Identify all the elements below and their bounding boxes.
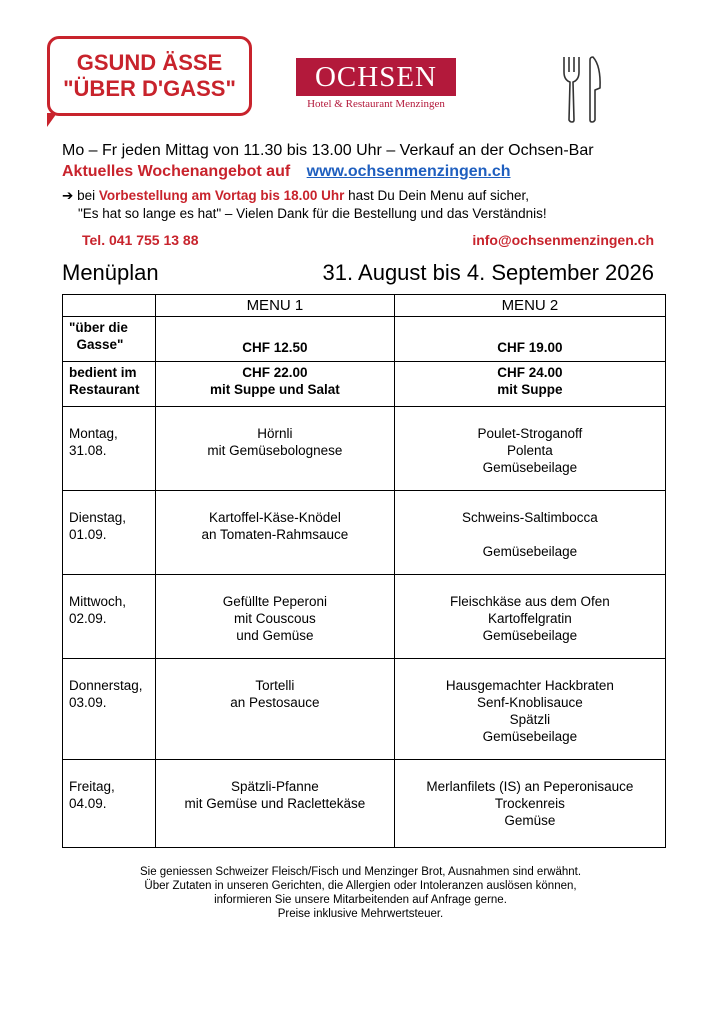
menu2-dish bbox=[394, 407, 665, 491]
price-note: mit Suppe und Salat bbox=[210, 382, 340, 397]
dish-line: Merlanfilets (IS) an Peperonisauce bbox=[426, 779, 634, 794]
dish-line: Schweins-Saltimbocca bbox=[462, 510, 598, 525]
footer-line: informieren Sie unsere Mitarbeitenden auf Anfrage gerne. bbox=[214, 894, 507, 906]
dish-line: Poulet-Stroganoff bbox=[477, 426, 583, 441]
dish-line: Senf-Knoblisauce bbox=[476, 695, 583, 710]
dish-line: Tortelli bbox=[255, 678, 295, 693]
footer-line: Preise inklusive Mehrwertsteuer. bbox=[277, 908, 444, 920]
dish-line: mit Gemüsebolognese bbox=[207, 443, 343, 458]
menu1-dish bbox=[156, 407, 395, 491]
price-text: CHF 24.00 bbox=[497, 365, 563, 380]
table-header-row bbox=[63, 295, 666, 317]
arrow-right-icon: ➔ bbox=[62, 188, 74, 203]
fork-knife-icon bbox=[560, 54, 604, 124]
dish-line: Gemüsebeilage bbox=[482, 460, 578, 475]
day-name: Freitag, bbox=[69, 779, 115, 794]
dish-line: Kartoffelgratin bbox=[488, 611, 572, 626]
dish-line: Gemüsebeilage bbox=[482, 628, 578, 643]
table-row bbox=[63, 407, 666, 491]
row-label bbox=[63, 362, 156, 407]
header-empty-cell bbox=[63, 295, 156, 317]
price-text: CHF 22.00 bbox=[242, 365, 308, 380]
price-text: CHF 12.50 bbox=[242, 340, 308, 355]
menu2-dish bbox=[394, 575, 665, 659]
day-name: Donnerstag, bbox=[69, 678, 143, 693]
day-cell bbox=[63, 575, 156, 659]
dish-line: Spätzli bbox=[509, 712, 551, 727]
website-link[interactable]: www.ochsenmenzingen.ch bbox=[306, 163, 511, 180]
day-date: 01.09. bbox=[69, 527, 107, 542]
day-cell bbox=[63, 659, 156, 760]
opening-hours-text: Mo – Fr jeden Mittag von 11.30 bis 13.00 Uhr – Verkauf an der Ochsen-Bar bbox=[62, 142, 594, 159]
dish-line: Gemüsebeilage bbox=[482, 544, 578, 559]
row-label-line: "über die bbox=[69, 320, 128, 335]
preorder-line bbox=[62, 188, 529, 204]
logo-subtitle: Hotel & Restaurant Menzingen bbox=[307, 98, 445, 110]
table-row bbox=[63, 362, 666, 407]
footer-line: Sie geniessen Schweizer Fleisch/Fisch und Menzinger Brot, Ausnahmen sind erwähnt. bbox=[139, 866, 582, 878]
menu2-dish bbox=[394, 760, 665, 848]
table-row bbox=[63, 317, 666, 362]
dish-line bbox=[401, 526, 659, 543]
weekly-offer-line bbox=[62, 163, 511, 181]
menu2-price bbox=[394, 317, 665, 362]
menu2-price bbox=[394, 362, 665, 407]
row-label bbox=[63, 317, 156, 362]
day-name: Mittwoch, bbox=[69, 594, 127, 609]
day-date: 02.09. bbox=[69, 611, 107, 626]
dish-line: an Pestosauce bbox=[230, 695, 320, 710]
dish-line: Polenta bbox=[507, 443, 553, 458]
price-note: mit Suppe bbox=[497, 382, 563, 397]
footer-line: Über Zutaten in unseren Gerichten, die Allergien oder Intoleranzen auslösen können, bbox=[144, 880, 577, 892]
badge-line2: "ÜBER D'GASS" bbox=[63, 76, 236, 101]
dish-line: mit Couscous bbox=[234, 611, 316, 626]
date-range: 31. August bis 4. September 2026 bbox=[322, 260, 654, 285]
dish-line: Fleischkäse aus dem Ofen bbox=[449, 594, 610, 609]
dish-line: Hörnli bbox=[257, 426, 293, 441]
phone-number: Tel. 041 755 13 88 bbox=[82, 232, 199, 248]
footer-notes bbox=[0, 865, 721, 921]
thanks-text: "Es hat so lange es hat" – Vielen Dank für die Bestellung und das Verständnis! bbox=[78, 206, 547, 221]
menu2-dish bbox=[394, 491, 665, 575]
email-address[interactable]: info@ochsenmenzingen.ch bbox=[472, 232, 654, 248]
dish-line: Hausgemachter Hackbraten bbox=[445, 678, 614, 693]
header-menu1: MENU 1 bbox=[156, 295, 395, 317]
menu1-dish bbox=[156, 659, 395, 760]
menu1-price bbox=[156, 362, 395, 407]
day-name: Dienstag, bbox=[69, 510, 127, 525]
dish-line: Spätzli-Pfanne bbox=[231, 779, 319, 794]
row-label-line: bedient im bbox=[69, 365, 137, 380]
day-name: Montag, bbox=[69, 426, 118, 441]
day-cell bbox=[63, 491, 156, 575]
badge-speech-tail bbox=[47, 113, 57, 127]
day-cell bbox=[63, 407, 156, 491]
dish-line: Kartoffel-Käse-Knödel bbox=[208, 510, 341, 525]
menu1-price bbox=[156, 317, 395, 362]
preorder-deadline: Vorbestellung am Vortag bis 18.00 Uhr bbox=[98, 188, 345, 203]
dish-line: und Gemüse bbox=[236, 628, 314, 643]
page-title: Menüplan bbox=[62, 260, 159, 285]
menu2-dish bbox=[394, 659, 665, 760]
table-row bbox=[63, 575, 666, 659]
dish-line: mit Gemüse und Raclettekäse bbox=[184, 796, 366, 811]
dish-line: Gefüllte Peperoni bbox=[222, 594, 328, 609]
day-date: 04.09. bbox=[69, 796, 107, 811]
table-row bbox=[63, 491, 666, 575]
menu1-dish bbox=[156, 491, 395, 575]
menu1-dish bbox=[156, 760, 395, 848]
dish-line: Trockenreis bbox=[494, 796, 565, 811]
day-date: 03.09. bbox=[69, 695, 107, 710]
ochsen-logo bbox=[296, 58, 456, 110]
dish-line: Gemüse bbox=[504, 813, 556, 828]
badge-line1: GSUND ÄSSE bbox=[76, 50, 223, 75]
dish-line: Gemüsebeilage bbox=[482, 729, 578, 744]
table-row bbox=[63, 659, 666, 760]
logo-name: OCHSEN bbox=[296, 58, 456, 96]
table-row bbox=[63, 760, 666, 848]
row-label-line: Gasse" bbox=[69, 337, 124, 352]
day-date: 31.08. bbox=[69, 443, 107, 458]
menu1-dish bbox=[156, 575, 395, 659]
gsund-asse-badge bbox=[47, 36, 252, 116]
day-cell bbox=[63, 760, 156, 848]
row-label-line: Restaurant bbox=[69, 382, 140, 397]
weekly-offer-text: Aktuelles Wochenangebot auf bbox=[62, 163, 291, 180]
preorder-post: hast Du Dein Menu auf sicher, bbox=[344, 188, 530, 203]
dish-line: an Tomaten-Rahmsauce bbox=[201, 527, 349, 542]
header-menu2: MENU 2 bbox=[394, 295, 665, 317]
price-text: CHF 19.00 bbox=[497, 340, 563, 355]
menu-table bbox=[62, 294, 666, 848]
preorder-pre: bei bbox=[73, 188, 99, 203]
